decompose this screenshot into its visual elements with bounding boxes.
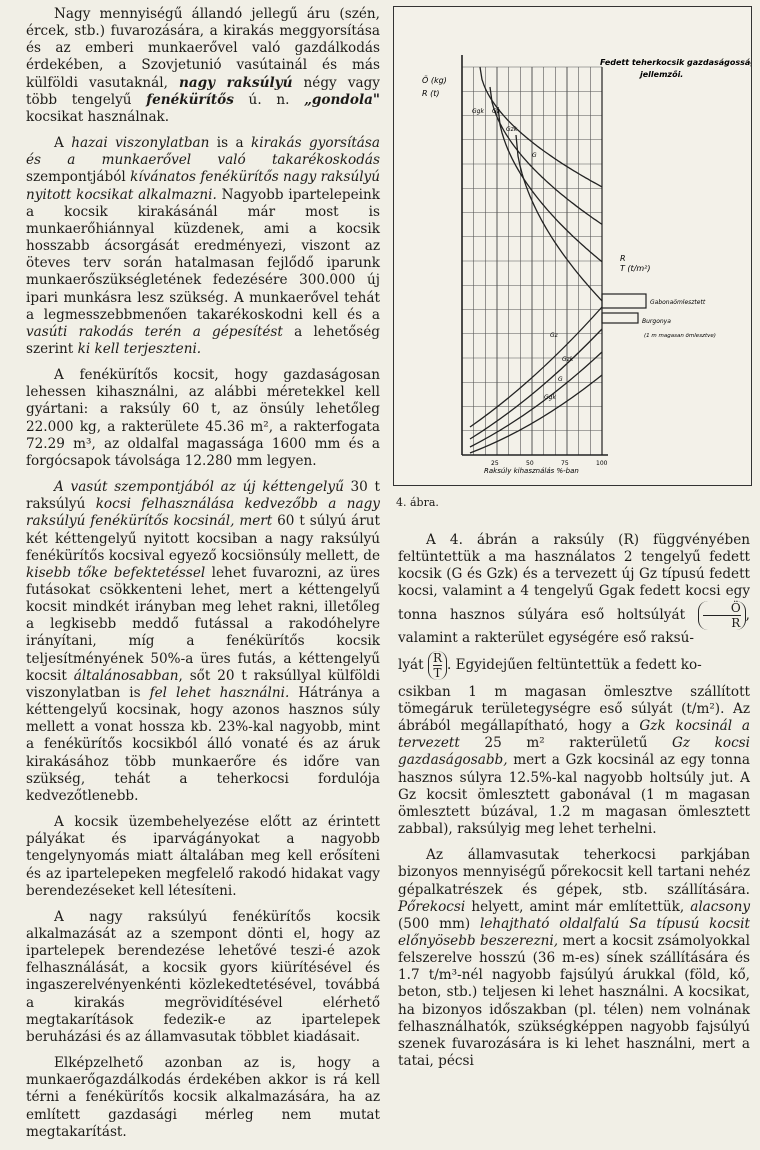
curve-lower-2	[470, 329, 602, 439]
paragraph-2: A hazai viszonylatban is a kirakás gyorsítása és a munkaerővel való takarékoskodás szempontjából kívánatos fenékürítős nagy raksúlyú nyitott kocsikat alkalmazni. Nagyobb ipartelepeink a kocsik kirakásánál már most is munkaerőhiánnyal küzdenek, ami a kocsik hosszabb ácsorgását eredményezi, viszont az öteves terv során hatalmasan fejlődő iparunk munkaerőszükségletének fedezésére 300.000 új ipari munkásra lesz szükség. A munkaerővel tehát a legmesszebbmenően takarékoskodni kell és a vasúti rakodás terén a gépesítést a lehetőség szerint ki kell terjeszteni.	[26, 135, 381, 357]
curve-label: Ggk	[544, 394, 556, 401]
curve-label: Gzk	[506, 126, 518, 133]
curve-label: Gz	[550, 332, 558, 339]
y-left-label-top: Ö (kg)	[422, 76, 447, 85]
x-tick-label: 75	[561, 460, 569, 467]
curve-upper-2	[490, 87, 602, 224]
legend-burgonya: Burgonya	[642, 318, 671, 325]
curve-lower-1	[470, 307, 602, 427]
paragraph-1: Nagy mennyiségű állandó jellegű áru (szén, ércek, stb.) fuvarozására, a kirakás meggyorsítása és az emberi munkaerővel való gazdálkodás érdekében, a Szovjetunió vasútainál és más külföldi vasutaknál, nagy raksúlyú négy vagy több tengelyű fenékürítős ú. n. „gondola" kocsikat használnak.	[26, 6, 380, 125]
paragraph-6: A nagy raksúlyú fenékürítős kocsik alkalmazását az a szempont dönti el, hogy az ipartelepek berendezése lehetővé teszi-é azok felhasználását, a kocsik gyors kiürítésével és ingaszerelvényenkénti közlekedtetésével, továbbá a kirakás megrövidítésével elérhető megtakarítások fedezik-e az ipartelepek beruházási és az államvasutak többlet kiadásait.	[26, 908, 380, 1045]
figure-caption: 4. ábra.	[396, 496, 439, 509]
fraction-r-per-t: $\frac{R}{T}$	[428, 651, 447, 680]
chart-title-line-2: jellemzői.	[640, 70, 684, 79]
left-column	[26, 6, 380, 1150]
legend-gabona: Gabonaömlesztett	[650, 299, 706, 306]
x-tick-label: 100	[596, 460, 608, 467]
curve-label: Ggk	[472, 108, 484, 115]
x-axis-label: Raksúly kihasználás %-ban	[484, 467, 579, 475]
y-right-label-bottom: T (t/m²)	[620, 264, 651, 273]
legend-note: (1 m magasan ömlesztve)	[644, 333, 716, 339]
right-column	[398, 532, 750, 1079]
x-tick-label: 50	[526, 460, 534, 467]
paragraph-r2: Az államvasutak teherkocsi parkjában bizonyos mennyiségű pőrekocsit kell tartani nehéz gépalkatrészek és gépek, stb. szállítására. Pőrekocsi helyett, amint már említettük, alacsony (500 mm) lehajtható oldalfalú Sa típusú kocsit előnyösebb beszerezni, mert a kocsit zsámolyokkal felszerelve hosszú (36 m-es) sínek szállítására és 1.7 t/m³-nél nagyobb fajsúlyú árukkal (föld, kő, beton, stb.) teljesen ki lehet használni. A kocsikat, ha bizonyos időszakban (pl. télen) nem volnának felhasználhatók, szükségképpen nagyobb fajsúlyú szenek fuvarozására is ki lehet használni, mert a tatai, pécsi	[398, 847, 751, 1070]
paragraph-r1-rest: csikban 1 m magasan ömlesztve szállított tömegáruk területegységre eső súlyát (t/m²). Az ábrából megállapítható, hogy a Gzk kocsinál a tervezett 25 m² rakterületű Gz kocsi gazdaságosabb, mert a Gzk kocsinál az egy tonna hasznos súlyra 12.5%-kal nagyobb holtsúly jut. A Gz kocsit ömlesztett gabonával (1 m magasan ömlesztett búzával, 1.2 m magasan ömlesztett zabbal), raksúlyig meg lehet terhelni.	[398, 683, 751, 838]
chart-title-line-1: Fedett teherkocsik gazdaságossági	[600, 58, 751, 67]
curve-label: G	[532, 152, 537, 159]
curve-label: G	[558, 376, 563, 383]
y-right-label-top: R	[620, 254, 626, 263]
paragraph-r1: A 4. ábrán a raksúly (R) függvényében feltüntettük a ma használatos 2 tengelyű fedett kocsik (G és Gzk) és a tervezett új Gz típusú fedett kocsi, valamint a 4 tengelyű Ggak fedett kocsi egy tonna hasznos súlyára eső holtsúlyát $\frac{Ö}{R}$ , valamint a rakterület egységére eső raksú-	[398, 532, 750, 646]
paragraph-5: A kocsik üzembehelyezése előtt az érintett pályákat és iparvágányokat a nagyobb tengelynyomás miatt általában meg kell erősíteni és az ipartelepeken megfelelő rakodó hidakat vagy berendezéseket kell létesíteni.	[26, 814, 380, 899]
y-left-label-bottom: R (t)	[422, 89, 440, 98]
paragraph-r1-line: lyát $\frac{R}{T}$ . Egyidejűen feltüntettük a fedett ko-	[398, 650, 702, 680]
fraction-o-per-r: $\frac{Ö}{R}$	[698, 601, 746, 630]
paragraph-3: A fenékürítős kocsit, hogy gazdaságosan lehessen kihasználni, az alábbi méretekkel kell gyártani: a raksúly 60 t, az önsúly lehetőleg 22.000 kg, a rakterülete 45.36 m², a rakterfogata 72.29 m³, az oldalfal magassága 1600 mm és a forgócsapok távolsága 12.280 mm legyen.	[26, 367, 380, 469]
figure-4	[393, 6, 752, 486]
curve-upper-1	[480, 67, 602, 187]
curve-upper-4	[516, 135, 602, 301]
curve-label: Gz	[492, 108, 500, 115]
legend-box-gabona	[602, 294, 646, 308]
x-tick-label: 25	[491, 460, 499, 467]
paragraph-7: Elképzelhető azonban az is, hogy a munkaerőgazdálkodás érdekében akkor is rá kell térni a fenékürítős kocsik alkalmazására, ha az említett gazdasági mérleg nem mutat megtakarítást.	[26, 1055, 380, 1140]
curve-lower-4	[470, 375, 602, 453]
paragraph-4: A vasút szempontjából az új kéttengelyű 30 t raksúlyú kocsi felhasználása kedvezőbb a nagy raksúlyú fenékürítős kocsinál, mert 60 t súlyú árut két kéttengelyű nyitott kocsiban a nagy raksúlyú fenékürítős kocsival egyező kocsiönsúly mellett, de kisebb tőke befektetéssel lehet fuvarozni, az üres futásokat csökkenteni lehet, mert a kéttengelyű kocsit mindkét irányban meg lehet rakni, illetőleg a legkisebb meddő futással a rakodóhelyre irányítani, míg a fenékürítős kocsik teljesítményének 50%-a üres futás, a kéttengelyű kocsit általánosabban, sőt 20 t raksúllyal külföldi viszonylatban is fel lehet használni. Hátránya a kéttengelyű kocsinak, hogy azonos hasznos súly mellett a vonat hossza kb. 23%-kal nagyobb, mint a fenékürítős kocsikból álló vonaté és az áruk kirakásához több munkaerőre és időre van szükség, tehát a teherkocsi fordulója kedvezőtlenebb.	[26, 479, 380, 804]
legend-box-burgonya	[602, 313, 638, 323]
curve-label: Gzk	[562, 356, 574, 363]
chart-svg	[394, 7, 751, 485]
curve-lower-3	[470, 352, 602, 447]
